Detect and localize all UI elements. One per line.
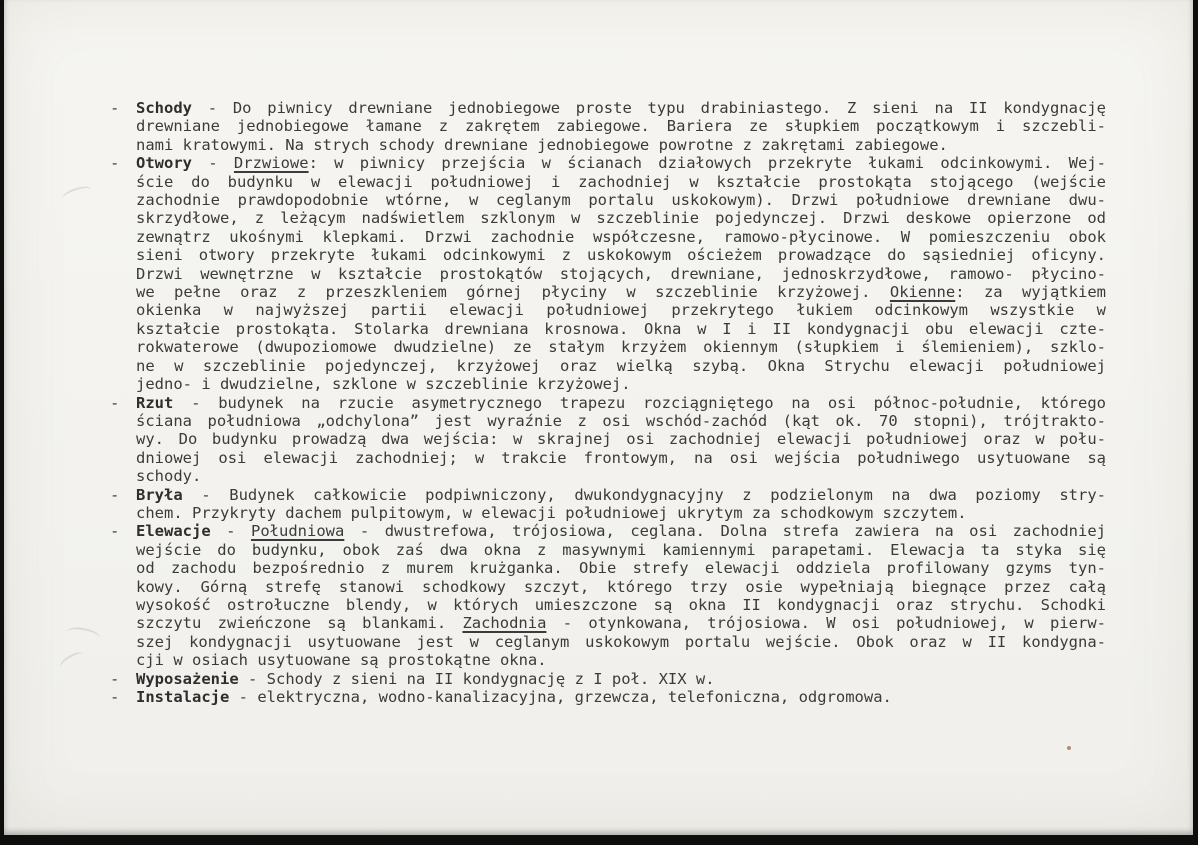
text-segment: sieni otwory przekryte łukami odcinkowymi z uskokowym ościeżem prowadzące do sąsiedniej oficyny. <box>136 246 1106 265</box>
text-line <box>136 449 1106 467</box>
text-segment: kowy. Górną strefę stanowi schodkowy szczyt, którego trzy osie wypełniają biegnące przez całą <box>136 577 1106 596</box>
underlined-term: Drzwiowe <box>233 154 309 173</box>
text-segment: wy. Do budynku prowadzą dwa wejścia: w skrajnej osi zachodniej elewacji południowej oraz w połu- <box>136 430 1106 449</box>
bullet-dash: - <box>110 688 120 706</box>
text-segment: : za wyjątkiem <box>955 283 1106 302</box>
document-text <box>4 0 1193 706</box>
text-line <box>136 136 1106 154</box>
text-segment: ne w szczeblinie pojedynczej, krzyżowej oraz wielką szybą. Okna Strychu elewacji południowej <box>136 356 1106 375</box>
text-line <box>136 688 1106 706</box>
bullet-dash: - <box>110 669 120 688</box>
text-line <box>136 412 1106 430</box>
text-segment: rokwaterowe (dwupoziomowe dwudzielne) ze stałym krzyżem okiennym (słupkiem i ślemieniem), szklo- <box>136 338 1106 357</box>
text-segment: ściana południowa „odchylona” jest wyraźnie z osi wschód-zachód (kąt ok. 70 stopni), trójtrakto- <box>136 411 1106 430</box>
text-line <box>136 357 1106 375</box>
text-segment: wysokość ostrołuczne blendy, w których umieszczone są okna II kondygnacji oraz strychu. Schodki <box>136 595 1106 614</box>
scan-speck <box>1067 746 1071 750</box>
item-body <box>136 99 1106 154</box>
bullet-dash: - <box>110 99 120 117</box>
text-line <box>136 430 1106 448</box>
text-segment: dniowej osi elewacji zachodniej; w trakcie frontowym, na osi wejścia południwego usytuowane są <box>136 448 1106 467</box>
underlined-term: Okienne <box>889 283 956 302</box>
text-line <box>136 117 1106 135</box>
text-line <box>136 375 1106 393</box>
text-line <box>136 614 1106 632</box>
bold-term: Wyposażenie <box>136 669 239 688</box>
text-segment: we pełne oraz z przeszkleniem górnej płyciny w szczeblinie krzyżowej. <box>136 283 890 302</box>
text-segment: - <box>192 154 234 173</box>
item-body <box>136 486 1106 523</box>
text-line <box>136 320 1106 338</box>
text-segment: chem. Przykryty dachem pulpitowym, w elewacji południowej ukrytym za schodkowym szczytem. <box>136 503 967 522</box>
bullet-dash: - <box>110 393 120 412</box>
bullet-dash: - <box>110 522 120 541</box>
text-line <box>136 467 1106 485</box>
text-segment: szczytu zwieńczone są blankami. <box>136 614 463 633</box>
text-line <box>136 99 1106 117</box>
underlined-term: Południowa <box>251 522 345 541</box>
text-line <box>136 246 1106 264</box>
bold-term: Elewacje <box>136 522 211 541</box>
text-segment: ście do budynku w elewacji południowej i zachodniej w kształcie prostokąta stojącego (wejście <box>136 172 1106 191</box>
text-segment: : w piwnicy przejścia w ścianach działowych przekryte łukami odcinkowymi. Wej- <box>308 154 1106 173</box>
bold-term: Otwory <box>136 154 192 173</box>
text-line <box>136 596 1106 614</box>
paper <box>4 0 1193 835</box>
text-line <box>136 670 1106 688</box>
list-item <box>110 522 1193 669</box>
bold-term: Rzut <box>136 393 174 412</box>
list-item <box>110 394 1193 486</box>
text-line <box>136 633 1106 651</box>
text-segment: zachodnie prawdopodobnie wtórne, w ceglanym portalu uskokowym). Drzwi południowe drewniane dwu- <box>136 191 1106 210</box>
text-segment: - <box>210 522 252 541</box>
item-body <box>136 394 1106 486</box>
list-item <box>110 486 1193 523</box>
text-line <box>136 228 1106 246</box>
text-line <box>136 191 1106 209</box>
text-line <box>136 301 1106 319</box>
item-body <box>136 522 1106 669</box>
text-line <box>136 173 1106 191</box>
text-segment: szej kondygnacji usytuowane jest w ceglanym uskokowym portalu wejście. Obok oraz w II kondygna- <box>136 632 1106 651</box>
text-line <box>136 338 1106 356</box>
text-segment: okienka w najwyższej partii elewacji południowej przekrytego łukiem odcinkowym wszystkie w <box>136 301 1106 320</box>
text-segment: Drzwi wewnętrzne w kształcie prostokątów stojących, drewniane, jednoskrzydłowe, ramowo- płycino- <box>136 264 1106 283</box>
text-segment: wejście do budynku, obok zaś dwa okna z masywnymi kamiennymi parapetami. Elewacja ta styka się <box>136 540 1106 559</box>
text-segment: - elektryczna, wodno-kanalizacyjna, grzewcza, telefoniczna, odgromowa. <box>229 688 892 706</box>
item-body <box>136 670 1106 688</box>
item-body <box>136 154 1106 393</box>
text-segment: - dwustrefowa, trójosiowa, ceglana. Dolna strefa zawiera na osi zachodniej <box>344 522 1106 541</box>
bullet-dash: - <box>110 154 120 173</box>
text-line <box>136 541 1106 559</box>
text-line <box>136 154 1106 172</box>
text-line <box>136 559 1106 577</box>
text-segment: - Do piwnicy drewniane jednobiegowe proste typu drabiniastego. Z sieni na II kondygnację <box>192 99 1106 117</box>
text-segment: drewniane jednobiegowe łamane z zakrętem zabiegowe. Bariera ze słupkiem początkowym i szczebli- <box>136 117 1106 136</box>
text-segment: - budynek na rzucie asymetrycznego trapezu rozciągniętego na osi północ-południe, którego <box>173 393 1106 412</box>
item-body <box>136 688 1106 706</box>
text-line <box>136 394 1106 412</box>
list-item <box>110 154 1193 393</box>
bullet-dash: - <box>110 485 120 504</box>
text-segment: - Schody z sieni na II kondygnację z I poł. XIX w. <box>238 669 715 688</box>
text-line <box>136 504 1106 522</box>
text-segment: jedno- i dwudzielne, szklone w szczeblinie krzyżowej. <box>136 375 631 394</box>
list-item <box>110 688 1193 706</box>
bold-term: Bryła <box>136 485 183 504</box>
text-segment: zewnątrz ukośnymi klepkami. Drzwi zachodnie współczesne, ramowo-płycinowe. W pomieszczeniu obok <box>136 227 1106 246</box>
text-line <box>136 578 1106 596</box>
text-segment: kształcie prostokąta. Stolarka drewniana krosnowa. Okna w I i II kondygnacji obu elewacji czte- <box>136 319 1106 338</box>
list-item <box>110 670 1193 688</box>
list-item <box>110 99 1193 154</box>
bold-term: Instalacje <box>136 688 230 706</box>
text-segment: od zachodu bezpośrednio z murem krużganka. Obie strefy elewacji oddziela profilowany gzyms tyn- <box>136 559 1106 578</box>
text-segment: schody. <box>136 467 202 486</box>
text-segment: skrzydłowe, z leżącym nadświetlem szklonym w szczeblinie pojedynczej. Drzwi deskowe opierzone od <box>136 209 1106 228</box>
text-segment: - otynkowana, trójosiowa. W osi południowej, w pierw- <box>546 614 1106 633</box>
text-line <box>136 209 1106 227</box>
text-line <box>136 522 1106 540</box>
text-line <box>136 486 1106 504</box>
text-segment: nami kratowymi. Na strych schody drewniane jednobiegowe powrotne z zakrętami zabiegowe. <box>136 135 948 154</box>
underlined-term: Zachodnia <box>462 614 547 633</box>
bold-term: Schody <box>136 99 192 117</box>
text-line <box>136 265 1106 283</box>
text-line <box>136 651 1106 669</box>
text-line <box>136 283 1106 301</box>
text-segment: cji w osiach usytuowane są prostokątne okna. <box>136 651 547 670</box>
text-segment: - Budynek całkowicie podpiwniczony, dwukondygnacyjny z podzielonym na dwa poziomy stry- <box>182 485 1106 504</box>
